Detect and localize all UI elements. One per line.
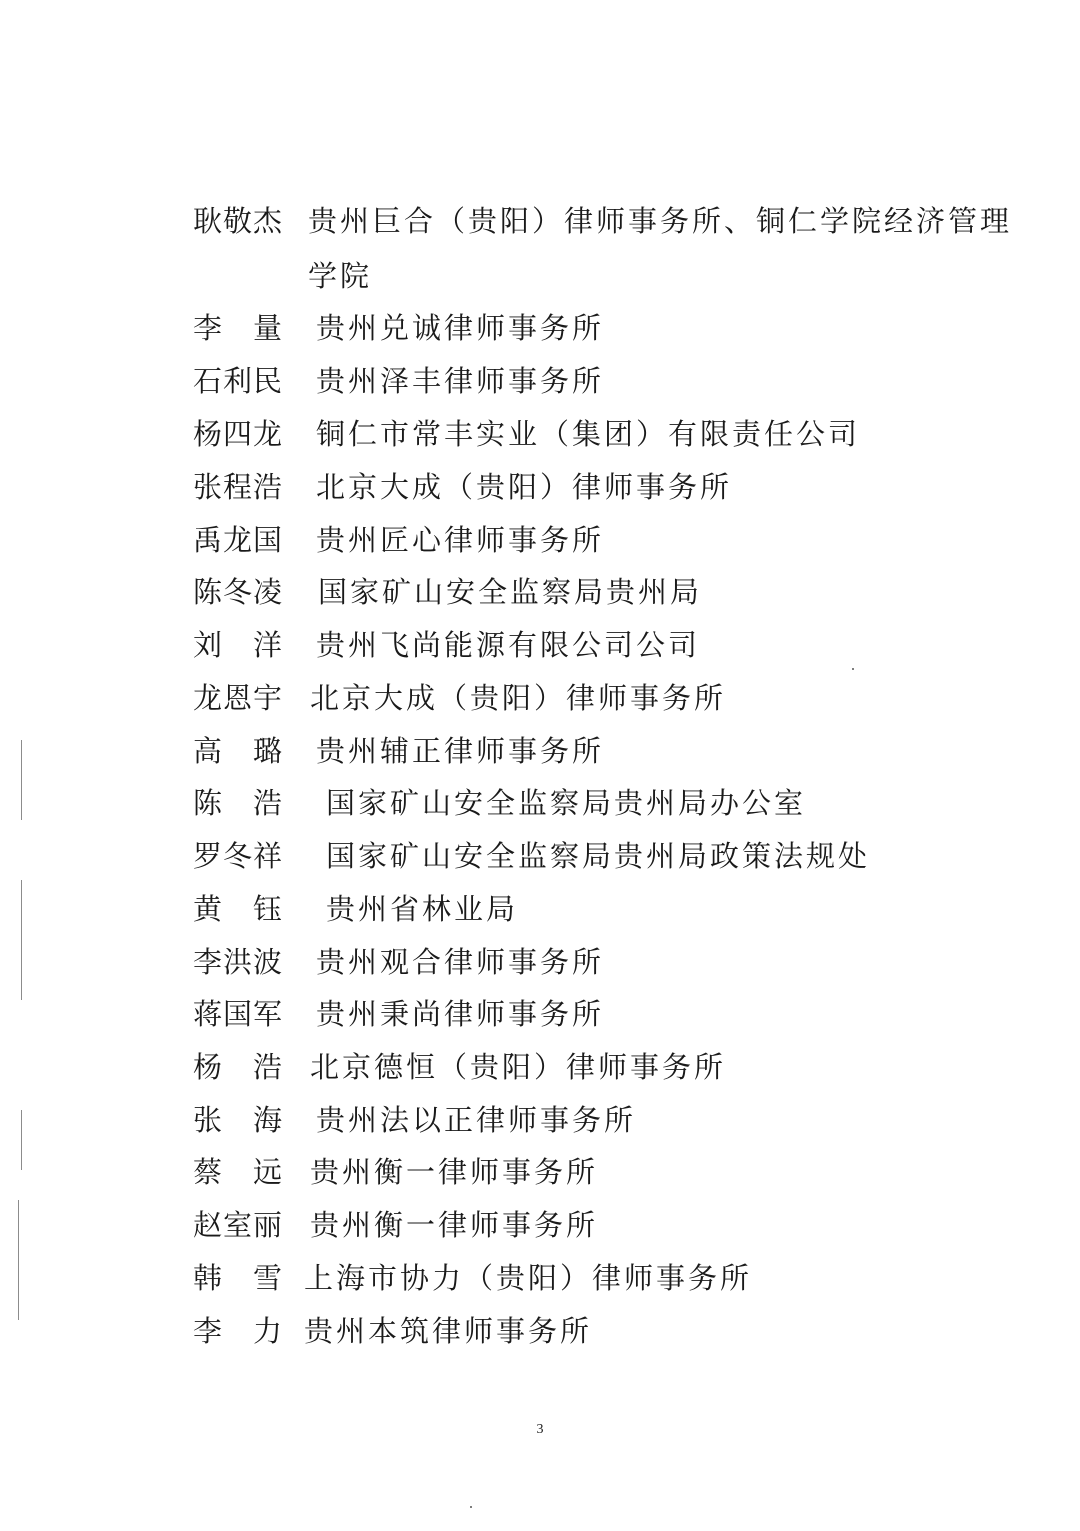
organization-name: 铜仁市常丰实业（集团）有限责任公司 <box>316 417 861 451</box>
person-name: 高 璐 <box>193 734 284 768</box>
organization-name: 国家矿山安全监察局贵州局政策法规处 <box>326 839 871 873</box>
person-name: 赵室丽 <box>193 1208 284 1242</box>
scan-artifact-line <box>21 880 22 1000</box>
organization-name: 贵州兑诚律师事务所 <box>316 311 605 345</box>
person-name: 蔡 远 <box>193 1155 284 1189</box>
organization-name: 国家矿山安全监察局贵州局办公室 <box>326 786 807 820</box>
organization-name: 国家矿山安全监察局贵州局 <box>318 575 703 609</box>
person-name: 陈 浩 <box>193 786 284 820</box>
organization-name: 贵州观合律师事务所 <box>316 945 605 979</box>
organization-name: 贵州衡一律师事务所 <box>310 1155 599 1189</box>
organization-name: 贵州飞尚能源有限公司公司 <box>316 628 701 662</box>
organization-name: 贵州辅正律师事务所 <box>316 734 605 768</box>
organization-name: 贵州法以正律师事务所 <box>316 1103 637 1137</box>
person-name: 黄 钰 <box>193 892 284 926</box>
organization-name: 贵州巨合（贵阳）律师事务所、铜仁学院经济管理 <box>308 204 1013 238</box>
person-name: 李 量 <box>193 311 284 345</box>
person-name: 龙恩宇 <box>193 681 284 715</box>
organization-name: 贵州泽丰律师事务所 <box>316 364 605 398</box>
person-name: 罗冬祥 <box>193 839 284 873</box>
person-name: 张程浩 <box>193 470 284 504</box>
person-name: 耿敬杰 <box>193 204 284 238</box>
scan-artifact-dot <box>852 668 854 670</box>
person-name: 禹龙国 <box>193 523 284 557</box>
organization-name: 贵州本筑律师事务所 <box>304 1314 593 1348</box>
person-name: 杨四龙 <box>193 417 284 451</box>
person-name: 张 海 <box>193 1103 284 1137</box>
scan-artifact-dot <box>470 1506 472 1508</box>
organization-name: 贵州省林业局 <box>326 892 519 926</box>
organization-name: 北京大成（贵阳）律师事务所 <box>316 470 733 504</box>
scan-artifact-line <box>18 1200 19 1320</box>
person-name: 石利民 <box>193 364 284 398</box>
organization-name: 北京大成（贵阳）律师事务所 <box>310 681 727 715</box>
person-name: 蒋国军 <box>193 997 284 1031</box>
person-name: 韩 雪 <box>193 1261 284 1295</box>
scan-artifact-line <box>21 1110 22 1170</box>
person-name: 李洪波 <box>193 945 284 979</box>
organization-name: 贵州匠心律师事务所 <box>316 523 605 557</box>
person-name: 刘 洋 <box>193 628 284 662</box>
page-number: 3 <box>536 1422 544 1437</box>
organization-name: 贵州秉尚律师事务所 <box>316 997 605 1031</box>
scan-artifact-line <box>21 740 22 820</box>
organization-name: 贵州衡一律师事务所 <box>310 1208 599 1242</box>
organization-name: 北京德恒（贵阳）律师事务所 <box>310 1050 727 1084</box>
organization-name: 上海市协力（贵阳）律师事务所 <box>304 1261 753 1295</box>
person-name: 陈冬凌 <box>193 575 284 609</box>
person-name: 杨 浩 <box>193 1050 284 1084</box>
person-name: 李 力 <box>193 1314 284 1348</box>
organization-name-continued: 学院 <box>308 259 373 293</box>
